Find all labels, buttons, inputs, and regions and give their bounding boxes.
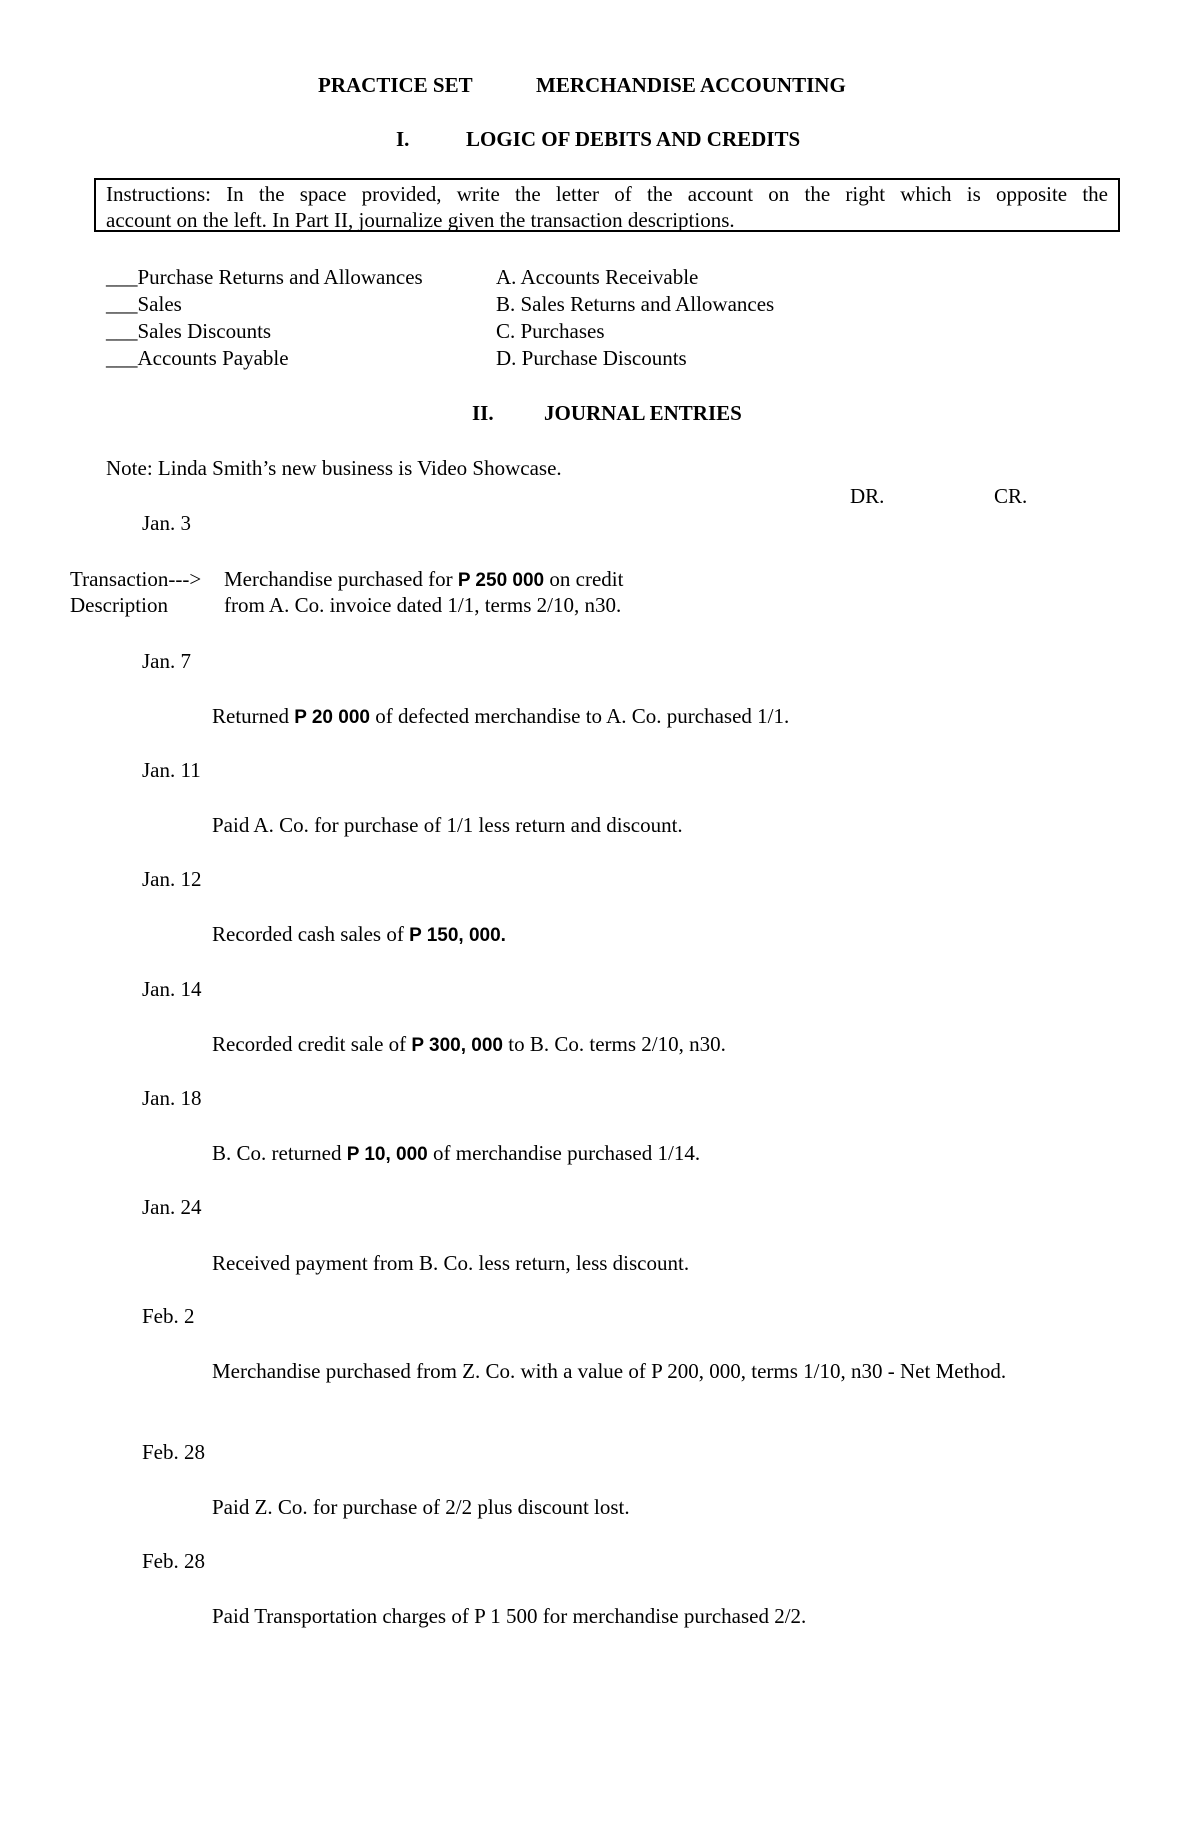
entry-amount: P 20 000 <box>294 707 370 728</box>
matching-right-item: A. Accounts Receivable <box>496 265 699 289</box>
entry-description: Paid Z. Co. for purchase of 2/2 plus discount lost. <box>212 1495 630 1519</box>
entry-description: Paid A. Co. for purchase of 1/1 less return and discount. <box>212 813 683 837</box>
part1-numeral: I. <box>396 127 410 151</box>
entry-date: Jan. 11 <box>142 758 201 782</box>
entry-amount: P 300, 000 <box>411 1035 509 1056</box>
entry-description: Received payment from B. Co. less return, less discount. <box>212 1251 690 1275</box>
entry-amount: P 250 000 <box>457 570 545 591</box>
matching-left-item: ___Accounts Payable <box>106 346 289 370</box>
answer-blank[interactable]: ___ <box>106 265 138 289</box>
instructions-box <box>94 178 1120 232</box>
matching-right-item: B. Sales Returns and Allowances <box>496 292 775 316</box>
entry-description: Merchandise purchased for P 250 000 on credit <box>224 567 624 591</box>
entry-date: Feb. 28 <box>142 1549 205 1573</box>
dr-column-header: DR. <box>850 484 885 508</box>
entry-description: Merchandise purchased from Z. Co. with a value of P 200, 000, terms 1/10, n30 - Net Method. <box>212 1359 1007 1383</box>
cr-column-header: CR. <box>994 484 1028 508</box>
entry-date: Jan. 3 <box>142 511 191 535</box>
matching-left-item: ___Purchase Returns and Allowances <box>106 265 423 289</box>
entry-date: Feb. 28 <box>142 1440 205 1464</box>
instructions-line1: Instructions: In the space provided, write the letter of the account on the right which is opposite the <box>106 182 1108 206</box>
entry-amount: P 10, 000 <box>346 1144 434 1165</box>
entry-description: Recorded credit sale of P 300, 000 to B. Co. terms 2/10, n30. <box>212 1032 726 1056</box>
note-text: Note: Linda Smith’s new business is Video Showcase. <box>106 456 562 480</box>
entry-description: B. Co. returned P 10, 000 of merchandise purchased 1/14. <box>212 1141 701 1165</box>
description-label: Description <box>70 593 168 617</box>
header-right: MERCHANDISE ACCOUNTING <box>536 73 846 97</box>
answer-blank[interactable]: ___ <box>106 292 138 316</box>
entry-description: Returned P 20 000 of defected merchandise to A. Co. purchased 1/1. <box>212 704 790 728</box>
answer-blank[interactable]: ___ <box>106 346 138 370</box>
matching-right-item: D. Purchase Discounts <box>496 346 687 370</box>
matching-left-item: ___Sales <box>106 292 182 316</box>
entry-date: Jan. 18 <box>142 1086 202 1110</box>
matching-right-item: C. Purchases <box>496 319 605 343</box>
matching-left-item: ___Sales Discounts <box>106 319 272 343</box>
entry-description: Paid Transportation charges of P 1 500 for merchandise purchased 2/2. <box>212 1604 807 1628</box>
entry-amount: P 150, 000. <box>409 925 506 946</box>
entry-date: Feb. 2 <box>142 1304 195 1328</box>
entry-description-line2: from A. Co. invoice dated 1/1, terms 2/10, n30. <box>224 593 622 617</box>
answer-blank[interactable]: ___ <box>106 319 138 343</box>
part1-title: LOGIC OF DEBITS AND CREDITS <box>466 127 801 151</box>
part2-numeral: II. <box>472 401 494 425</box>
instructions-line2: account on the left. In Part II, journalize given the transaction descriptions. <box>106 208 735 232</box>
transaction-label: Transaction---> <box>70 567 202 591</box>
entry-date: Jan. 12 <box>142 867 202 891</box>
header-left: PRACTICE SET <box>318 73 473 97</box>
part2-title: JOURNAL ENTRIES <box>544 401 742 425</box>
entry-date: Jan. 14 <box>142 977 202 1001</box>
entry-description: Recorded cash sales of P 150, 000. <box>212 922 506 946</box>
entry-date: Jan. 7 <box>142 649 191 673</box>
entry-date: Jan. 24 <box>142 1195 202 1219</box>
